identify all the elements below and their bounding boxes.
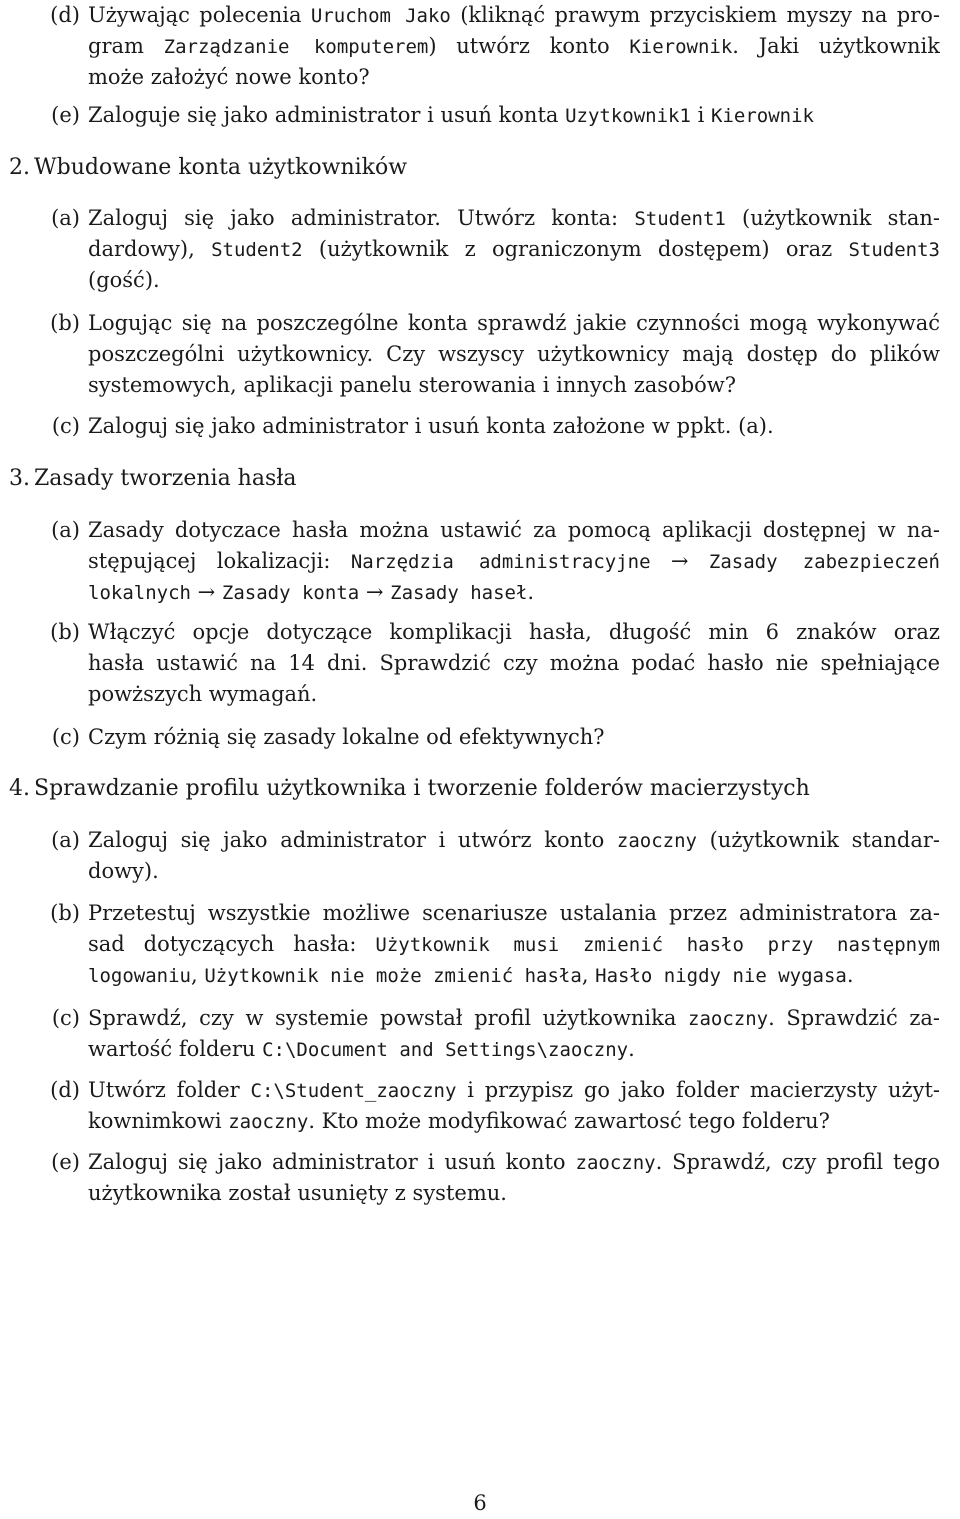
text-span: . Sprawdzić za-	[768, 1006, 940, 1030]
text-line	[88, 577, 940, 608]
text-span: .	[846, 963, 854, 987]
item-body	[88, 1003, 940, 1065]
code-span: logowaniu	[88, 965, 191, 987]
text-span: Zasady dotyczace hasła można ustawić za pomocą aplikacji dostępnej w na-	[88, 518, 940, 542]
text-line	[88, 1034, 940, 1065]
code-span: Zasady haseł	[390, 582, 528, 604]
code-span: Kierownik	[711, 105, 814, 127]
item-label: (b)	[50, 311, 80, 335]
text-span: . Sprawdź, czy profil tego	[655, 1150, 940, 1174]
text-span: Zaloguj się jako administrator i utwórz konto	[88, 828, 617, 852]
text-line	[88, 31, 940, 62]
text-span: stępującej lokalizacji:	[88, 549, 351, 573]
text-span: wartość folderu	[88, 1037, 263, 1061]
text-line	[88, 234, 940, 265]
item-body	[88, 100, 940, 131]
code-span: Kierownik	[629, 36, 733, 58]
text-span: Czym różnią się zasady lokalne od efektywnych?	[88, 725, 605, 749]
text-span: i przypisz go jako folder macierzysty użyt-	[456, 1078, 940, 1102]
text-line	[88, 648, 940, 679]
text-span: hasła ustawić na 14 dni. Sprawdzić czy można podać hasło nie spełniające	[88, 651, 940, 675]
item-label: (a)	[51, 206, 80, 230]
item-body	[88, 203, 940, 296]
section-number: 4.	[9, 776, 30, 801]
item-body	[88, 0, 940, 93]
item-label: (e)	[51, 1150, 80, 1174]
text-span: Używając polecenia	[88, 3, 311, 27]
text-span: Sprawdź, czy w systemie powstał profil użytkownika	[88, 1006, 688, 1030]
text-span: →	[359, 580, 391, 604]
code-span: Uruchom Jako	[310, 5, 451, 27]
item-label: (e)	[51, 103, 80, 127]
text-span: (użytkownik standar-	[696, 828, 940, 852]
item-body	[88, 722, 940, 753]
text-line	[88, 679, 940, 710]
text-span: i	[690, 103, 711, 127]
text-line	[88, 898, 940, 929]
text-span: ) utwórz konto	[428, 34, 630, 58]
code-span: Student1	[634, 208, 726, 230]
text-span: (kliknąć prawym przyciskiem myszy na pro-	[450, 3, 940, 27]
text-span: Zaloguj się jako administrator. Utwórz konta:	[88, 206, 635, 230]
text-line	[88, 929, 940, 960]
code-span: Użytkownik nie może zmienić hasła	[204, 965, 582, 987]
text-span: gram	[88, 34, 164, 58]
code-span: lokalnych	[88, 582, 191, 604]
item-body	[88, 411, 940, 442]
text-span: . Kto może modyfikować zawartosć tego folderu?	[308, 1109, 830, 1133]
text-span: ,	[581, 963, 596, 987]
item-label: (c)	[51, 1006, 80, 1030]
section-number: 2.	[9, 155, 30, 180]
item-label: (b)	[50, 620, 80, 644]
text-span: Logując się na poszczególne konta sprawdź jakie czynności mogą wykonywać	[88, 311, 940, 335]
code-span: Uzytkownik1	[565, 105, 691, 127]
code-span: zaoczny	[688, 1008, 769, 1030]
text-line	[88, 203, 940, 234]
text-span: dowy).	[88, 859, 159, 883]
text-line	[88, 0, 940, 31]
item-body	[88, 898, 940, 991]
code-span: Zarządzanie komputerem	[163, 36, 429, 58]
text-span: (użytkownik stan-	[725, 206, 940, 230]
code-span: Student2	[211, 239, 303, 261]
text-line	[88, 722, 940, 753]
text-line	[88, 411, 940, 442]
section-number: 3.	[9, 466, 30, 491]
text-span: Przetestuj wszystkie możliwe scenariusze ustalania przez administratora za-	[88, 901, 940, 925]
text-line	[88, 62, 940, 93]
text-line	[88, 1178, 940, 1209]
code-span: zaoczny	[228, 1111, 309, 1133]
item-label: (c)	[51, 725, 80, 749]
text-span: dardowy),	[88, 237, 212, 261]
section-title: Sprawdzanie profilu użytkownika i tworzenie folderów macierzystych	[34, 776, 810, 801]
code-span: zaoczny	[575, 1152, 656, 1174]
code-span: Użytkownik musi zmienić hasło przy następnym	[375, 934, 940, 956]
text-span: może założyć nowe konto?	[88, 65, 370, 89]
item-label: (d)	[50, 3, 80, 27]
text-span: Zaloguj się jako administrator i usuń konta założone w ppkt. (a).	[88, 414, 774, 438]
item-body	[88, 617, 940, 710]
text-line	[88, 1075, 940, 1106]
text-line	[88, 1003, 940, 1034]
page-number: 6	[473, 1491, 487, 1515]
text-span: sad dotyczących hasła:	[88, 932, 376, 956]
text-span: kownimkowi	[88, 1109, 229, 1133]
text-line	[88, 265, 940, 296]
text-line	[88, 100, 940, 131]
code-span: C:\Document and Settings\zaoczny	[262, 1039, 629, 1061]
code-span: Narzędzia administracyjne	[350, 551, 651, 573]
code-span: Zasady zabezpieczeń	[708, 551, 940, 573]
text-span: →	[190, 580, 222, 604]
text-line	[88, 1106, 940, 1137]
item-body	[88, 515, 940, 608]
item-label: (c)	[51, 414, 80, 438]
text-span: poszczególni użytkownicy. Czy wszyscy użytkownicy mają dostęp do plików	[88, 342, 940, 366]
code-span: Zasady konta	[221, 582, 360, 604]
text-span: Utwórz folder	[88, 1078, 251, 1102]
code-span: zaoczny	[616, 830, 697, 852]
text-line	[88, 370, 940, 401]
item-label: (b)	[50, 901, 80, 925]
text-line	[88, 339, 940, 370]
code-span: Hasło nigdy nie wygasa	[595, 965, 847, 987]
item-body	[88, 825, 940, 887]
text-line	[88, 515, 940, 546]
text-span: powższych wymagań.	[88, 682, 318, 706]
text-span: (gość).	[88, 268, 160, 292]
item-body	[88, 1075, 940, 1137]
item-label: (a)	[51, 828, 80, 852]
item-label: (a)	[51, 518, 80, 542]
text-span: ,	[190, 963, 205, 987]
text-line	[88, 856, 940, 887]
section-title: Zasady tworzenia hasła	[34, 466, 297, 491]
text-span: Włączyć opcje dotyczące komplikacji hasła, długość min 6 znaków oraz	[88, 620, 940, 644]
text-span: użytkownika został usunięty z systemu.	[88, 1181, 507, 1205]
code-span: Student3	[848, 239, 940, 261]
text-span: →	[650, 549, 709, 573]
text-span: systemowych, aplikacji panelu sterowania i innych zasobów?	[88, 373, 737, 397]
text-span: Zaloguje się jako administrator i usuń konta	[88, 103, 566, 127]
section-title: Wbudowane konta użytkowników	[34, 155, 408, 180]
item-body	[88, 1147, 940, 1209]
item-label: (d)	[50, 1078, 80, 1102]
text-span: (użytkownik z ograniczonym dostępem) oraz	[302, 237, 849, 261]
text-span: . Jaki użytkownik	[732, 34, 940, 58]
text-line	[88, 617, 940, 648]
text-line	[88, 960, 940, 991]
text-line	[88, 1147, 940, 1178]
text-span: .	[628, 1037, 635, 1061]
text-line	[88, 546, 940, 577]
text-span: .	[527, 580, 535, 604]
text-line	[88, 825, 940, 856]
item-body	[88, 308, 940, 401]
text-line	[88, 308, 940, 339]
code-span: C:\Student_zaoczny	[250, 1080, 457, 1102]
text-span: Zaloguj się jako administrator i usuń konto	[88, 1150, 576, 1174]
